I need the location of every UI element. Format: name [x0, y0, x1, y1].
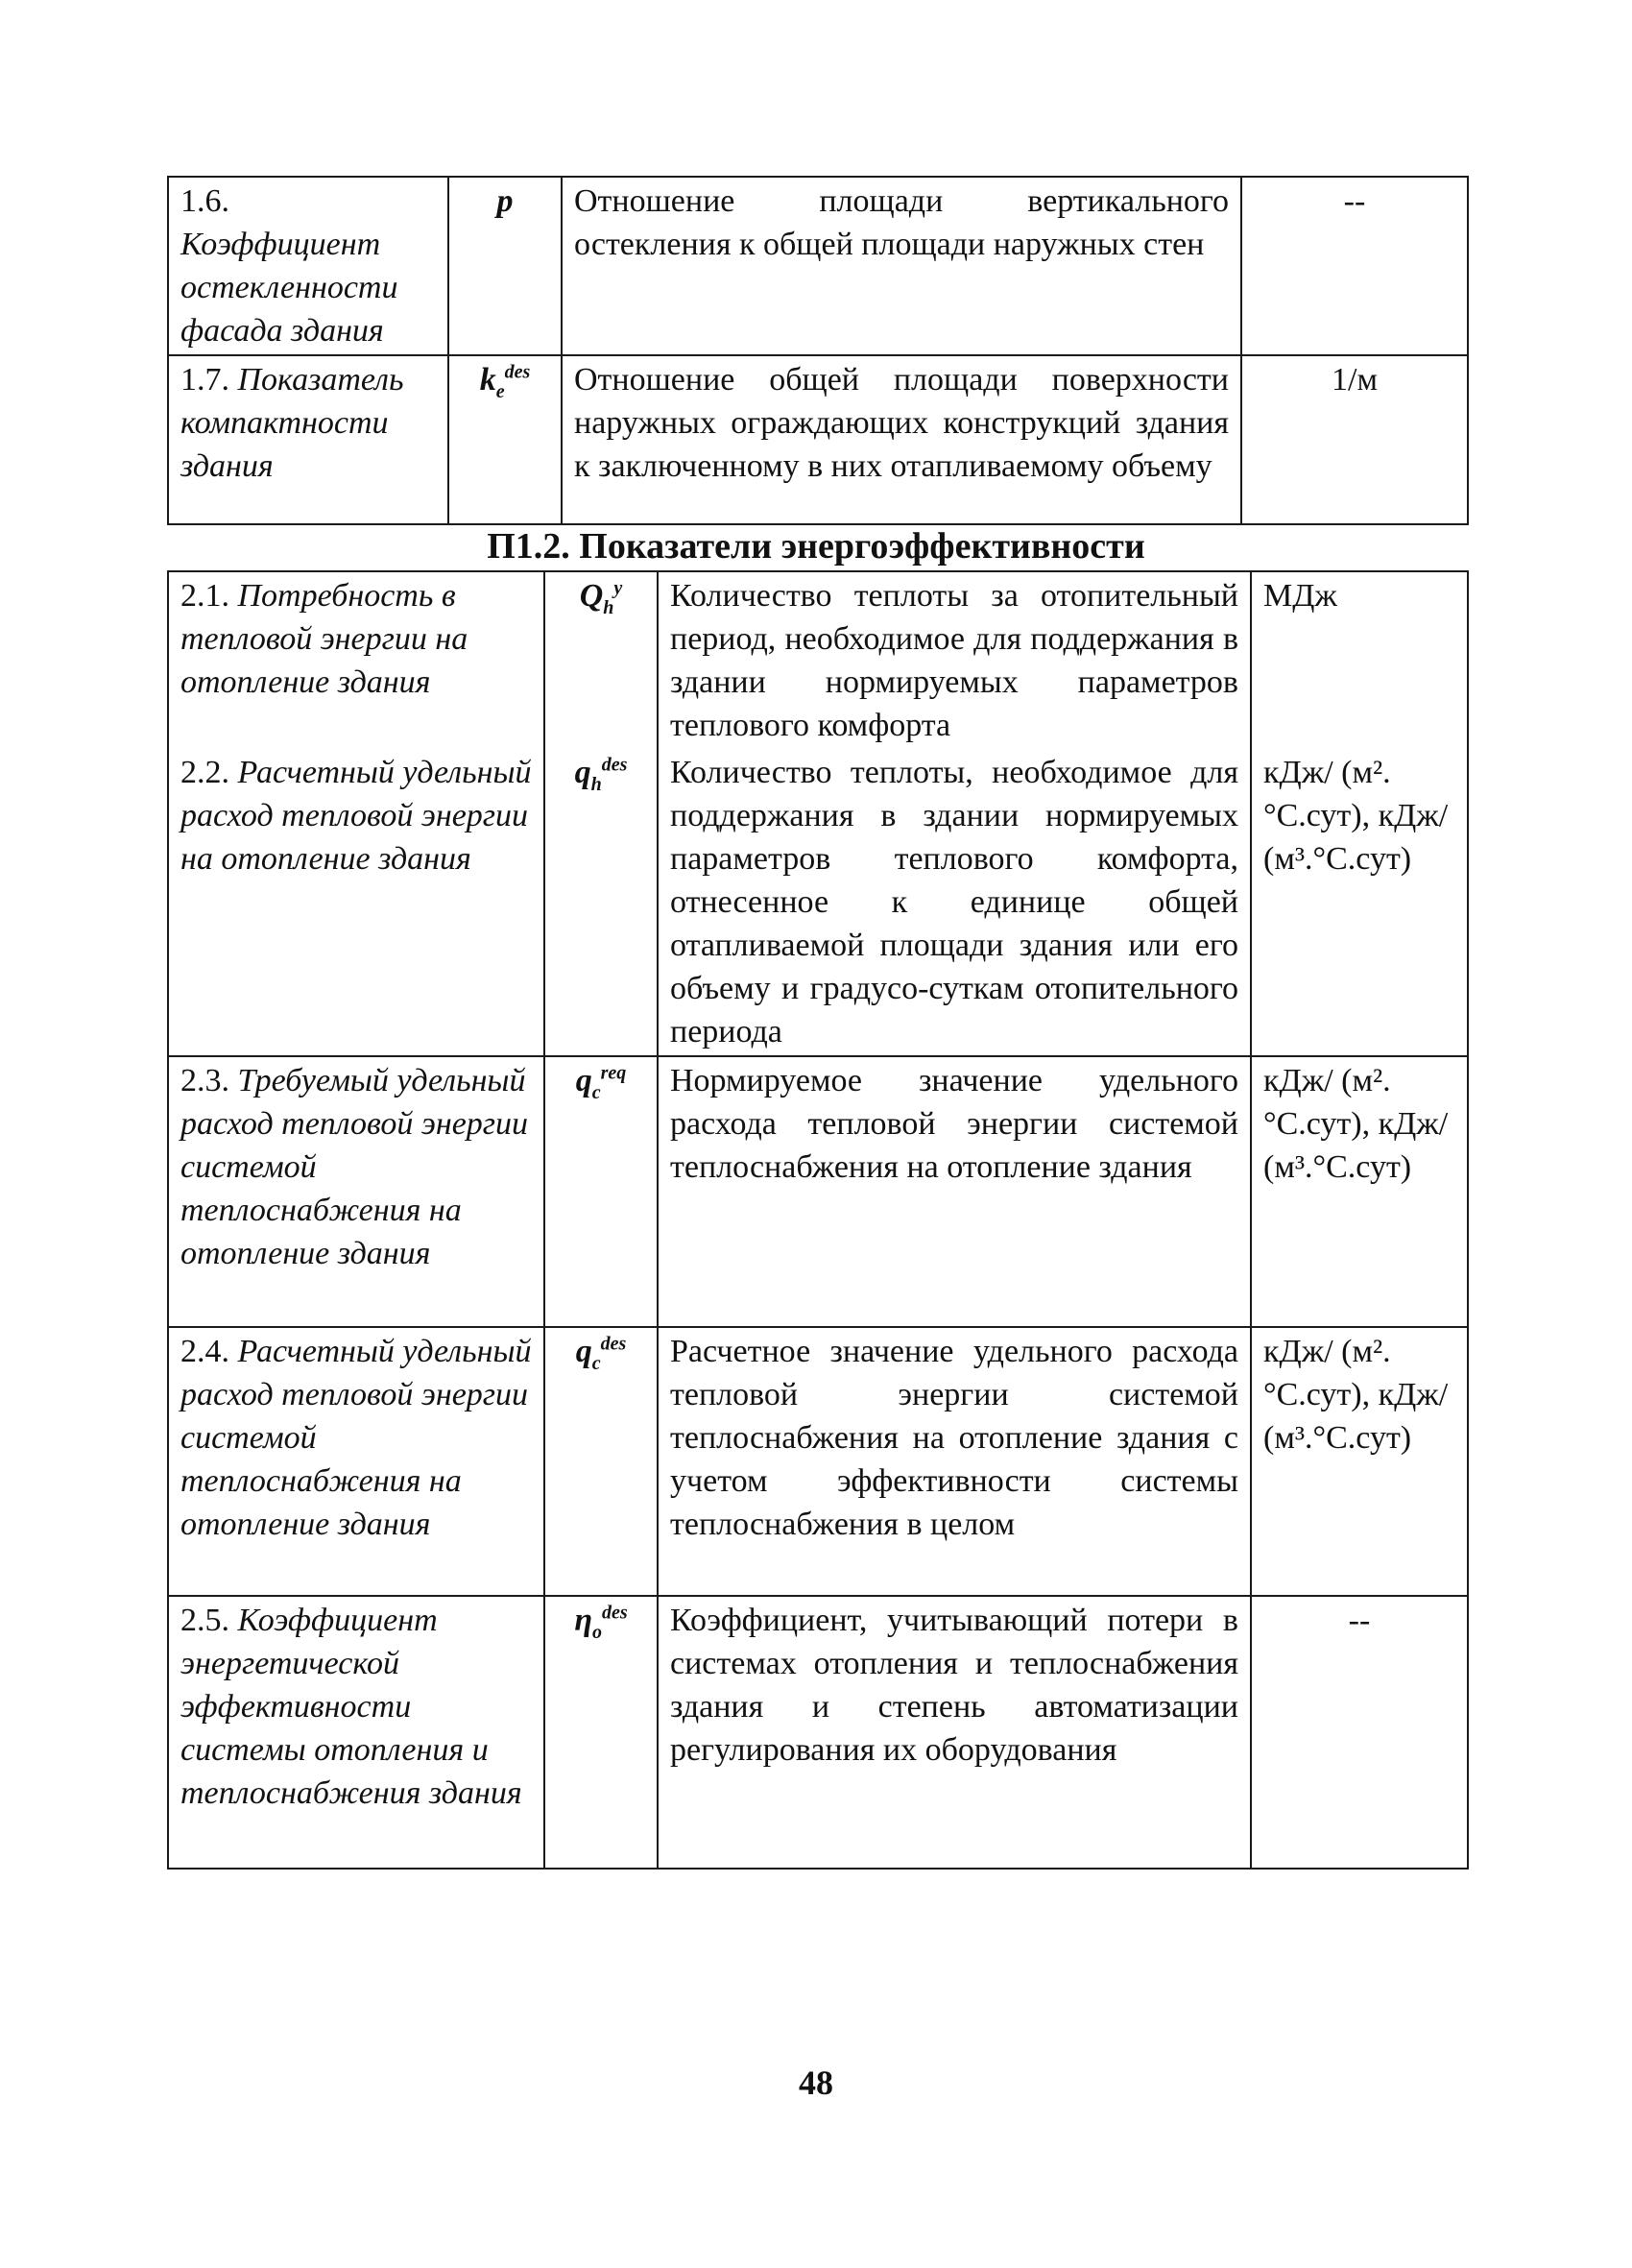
indicator-title: Коэффициент остекленности фасада здания: [180, 227, 398, 349]
section-title: П1.2. Показатели энергоэффективности: [487, 526, 1145, 567]
indicator-description: Количество теплоты за отопительный период, необходимое для поддержания в здании нормируемых параметров теплового комфорта: [658, 571, 1251, 749]
indicator-name: [168, 177, 448, 355]
table-row: [168, 355, 1468, 524]
indicator-title: Расчетный удельный расход тепловой энергии на отопление здания: [180, 755, 532, 877]
indicator-title: Потребность в тепловой энергии на отопление здания: [180, 578, 468, 700]
indicator-title: Требуемый удельный расход тепловой энергии системой теплоснабжения на отопление здания: [180, 1063, 529, 1271]
indicator-symbol: $q_c^{req}$: [544, 1056, 658, 1327]
indicator-title: Расчетный удельный расход тепловой энергии системой теплоснабжения на отопление здания: [180, 1334, 532, 1542]
table-row: [168, 1596, 1468, 1869]
indicator-title: Показатель компактности здания: [180, 362, 404, 484]
indicator-unit: 1/м: [1241, 355, 1468, 524]
indicator-symbol: $q_c^{des}$: [544, 1327, 658, 1596]
indicator-unit: --: [1251, 1596, 1468, 1869]
indicator-description: Расчетное значение удельного расхода тепловой энергии системой теплоснабжения на отопление здания с учетом эффективности системы теплоснабжения в целом: [658, 1327, 1251, 1596]
indicator-title: Коэффициент энергетической эффективности системы отопления и теплоснабжения здания: [180, 1603, 522, 1811]
indicator-unit: МДж: [1251, 571, 1468, 749]
indicators-table-2: [167, 570, 1469, 1870]
indicator-symbol: $k_e^{des}$: [448, 355, 562, 524]
indicator-description: Отношение общей площади поверхности наружных ограждающих конструкций здания к заключенному в них отапливаемому объему: [562, 355, 1241, 524]
indicator-description: Отношение площади вертикального остекления к общей площади наружных стен: [562, 177, 1241, 355]
indicator-number: 2.2.: [180, 755, 229, 790]
table-row: [168, 1327, 1468, 1596]
indicator-unit: кДж/ (м².°С.сут), кДж/ (м³.°С.сут): [1251, 1056, 1468, 1327]
indicator-name: [168, 571, 544, 749]
indicator-description: Коэффициент, учитывающий потери в системах отопления и теплоснабжения здания и степень автоматизации регулирования их оборудования: [658, 1596, 1251, 1869]
table-row: [168, 1056, 1468, 1327]
indicator-number: 1.6.: [180, 183, 229, 219]
indicator-number: 2.3.: [180, 1063, 229, 1098]
indicator-name: [168, 355, 448, 524]
indicator-symbol: $q_h^{des}$: [544, 749, 658, 1056]
indicator-number: 2.5.: [180, 1603, 229, 1638]
table-row: [168, 749, 1468, 1056]
page-number: 48: [799, 2063, 833, 2102]
indicator-number: 1.7.: [180, 362, 229, 398]
indicator-description: Нормируемое значение удельного расхода тепловой энергии системой теплоснабжения на отопление здания: [658, 1056, 1251, 1327]
indicator-description: Количество теплоты, необходимое для поддержания в здании нормируемых параметров теплового комфорта, отнесенное к единице общей отапливаемой площади здания или его объему и градусо-суткам отопительного периода: [658, 749, 1251, 1056]
indicators-table-1: [167, 176, 1469, 525]
indicator-name: [168, 1596, 544, 1869]
indicator-name: [168, 749, 544, 1056]
indicator-symbol: $Q_h^y$: [544, 571, 658, 749]
indicator-symbol: p: [448, 177, 562, 355]
indicator-name: [168, 1056, 544, 1327]
indicator-unit: --: [1241, 177, 1468, 355]
indicator-symbol: $\eta_o^{des}$: [544, 1596, 658, 1869]
indicator-unit: кДж/ (м².°С.сут), кДж/ (м³.°С.сут): [1251, 1327, 1468, 1596]
indicator-number: 2.4.: [180, 1334, 229, 1369]
table-row: [168, 177, 1468, 355]
indicator-unit: кДж/ (м².°С.сут), кДж/ (м³.°С.сут): [1251, 749, 1468, 1056]
indicator-name: [168, 1327, 544, 1596]
indicator-number: 2.1.: [180, 578, 229, 614]
table-row: [168, 571, 1468, 749]
